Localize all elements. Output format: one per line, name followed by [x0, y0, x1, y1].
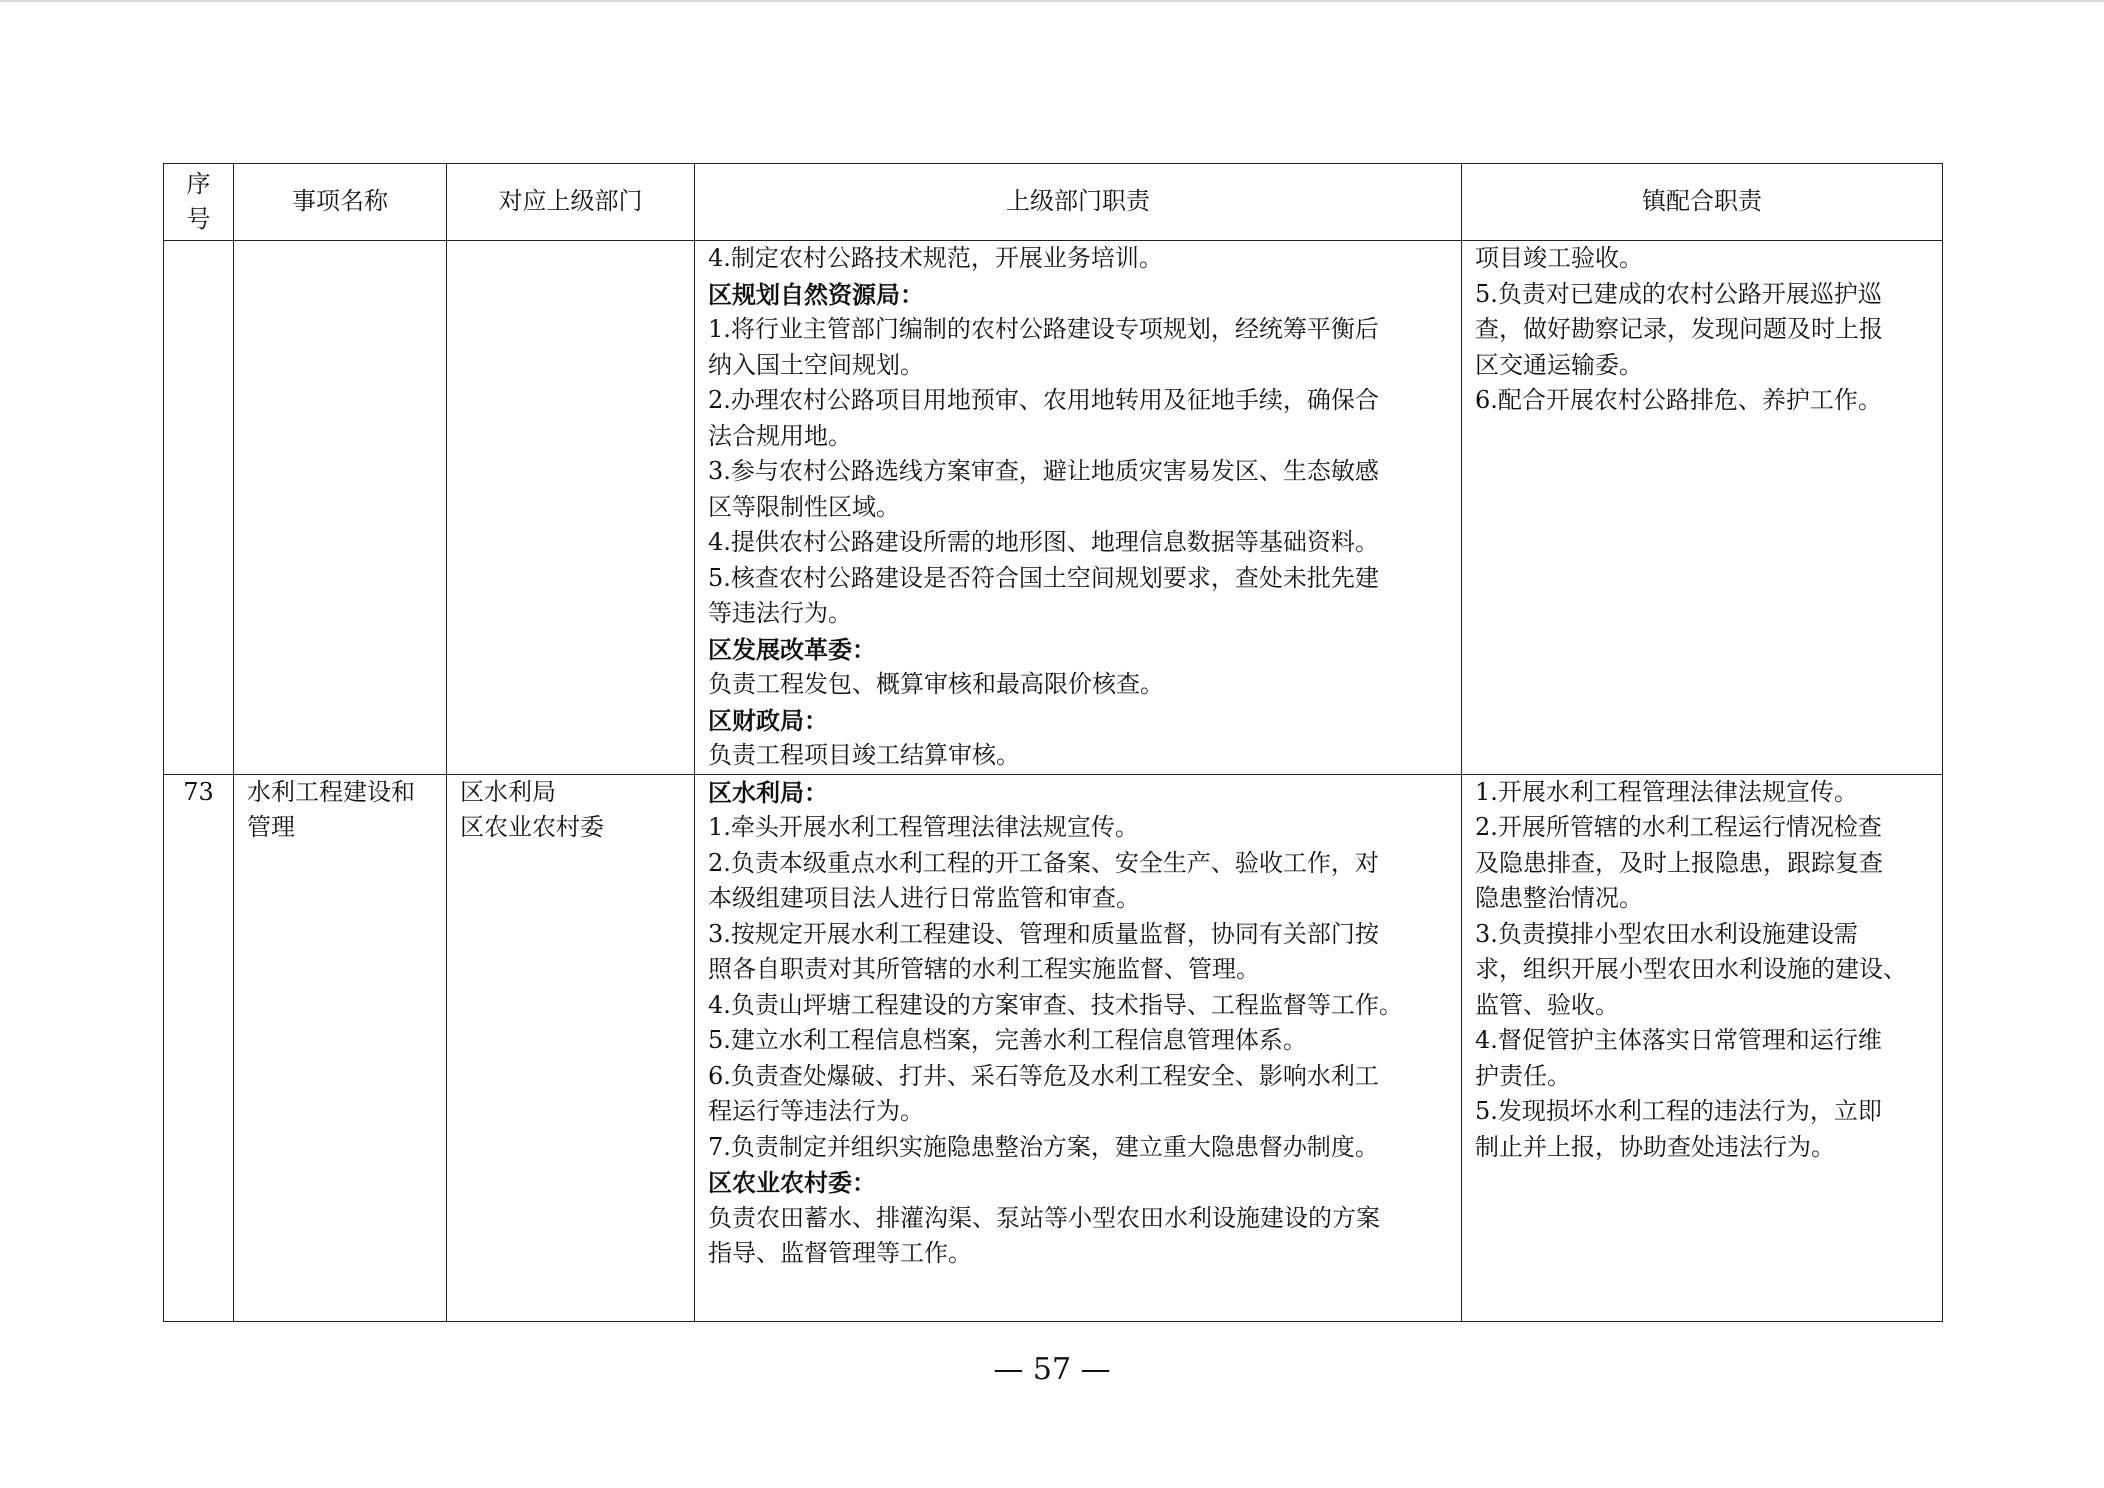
- superior-duties-list: [708, 775, 1448, 1272]
- row-73-superior-duties: [695, 774, 1462, 1321]
- duty-line: 求，组织开展小型农田水利设施的建设、: [1475, 955, 1907, 983]
- row-continued-town-duties: [1462, 241, 1943, 775]
- duty-line: 负责工程发包、概算审核和最高限价核查。: [708, 670, 1164, 698]
- duty-line: 2.负责本级重点水利工程的开工备案、安全生产、验收工作，对: [708, 848, 1379, 877]
- department-heading: 区农业农村委：: [708, 1168, 876, 1197]
- duty-line: 1.将行业主管部门编制的农村公路建设专项规划，经统筹平衡后: [708, 315, 1379, 343]
- duty-line: 3.按规定开展水利工程建设、管理和质量监督，协同有关部门按: [708, 919, 1379, 948]
- duty-line: 项目竣工验收。: [1475, 244, 1643, 272]
- row-continued-superior-duties: [695, 241, 1462, 775]
- row-continued-serial: [164, 241, 234, 775]
- duty-line: 法合规用地。: [708, 421, 852, 450]
- town-duties-list: [1475, 241, 1929, 419]
- department-heading: 区发展改革委：: [708, 634, 876, 664]
- duty-line: 负责农田蓄水、排灌沟渠、泵站等小型农田水利设施建设的方案: [708, 1203, 1380, 1232]
- duty-line: 程运行等违法行为。: [708, 1097, 924, 1125]
- row-73-town-duties: [1462, 774, 1943, 1321]
- duty-line: 5.发现损坏水利工程的违法行为，立即: [1475, 1097, 1882, 1125]
- duty-line: 等违法行为。: [708, 599, 852, 627]
- row-73-superior-dept: 区水利局 区农业农村委: [447, 774, 695, 1321]
- duty-line: 3.负责摸排小型农田水利设施建设需: [1475, 919, 1858, 948]
- row-continued-item-name: [234, 241, 447, 775]
- department-heading: 区规划自然资源局：: [708, 279, 924, 309]
- header-superior-dept: 对应上级部门: [447, 164, 695, 241]
- header-row: [164, 164, 1943, 241]
- duty-line: 2.办理农村公路项目用地预审、农用地转用及征地手续，确保合: [708, 386, 1379, 414]
- duty-line: 查，做好勘察记录，发现问题及时上报: [1475, 315, 1883, 343]
- duty-line: 指导、监督管理等工作。: [708, 1239, 972, 1267]
- department-heading: 区财政局：: [708, 705, 828, 735]
- table-row: [164, 774, 1943, 1321]
- duty-line: 7.负责制定并组织实施隐患整治方案，建立重大隐患督办制度。: [708, 1132, 1379, 1161]
- row-73-serial: 73: [164, 774, 234, 1321]
- row-continued-superior-dept: [447, 241, 695, 775]
- superior-duties-list: [708, 241, 1448, 774]
- duty-line: 护责任。: [1475, 1061, 1571, 1090]
- header-town-duties: 镇配合职责: [1462, 164, 1943, 241]
- duty-line: 纳入国土空间规划。: [708, 350, 924, 379]
- duty-line: 2.开展所管辖的水利工程运行情况检查: [1475, 813, 1882, 841]
- duty-line: 区等限制性区域。: [708, 492, 900, 521]
- duty-line: 5.负责对已建成的农村公路开展巡护巡: [1475, 279, 1882, 308]
- page-top-edge: [0, 0, 2104, 2]
- duty-line: 负责工程项目竣工结算审核。: [708, 741, 1020, 769]
- header-item-name: 事项名称: [234, 164, 447, 241]
- duty-line: 区交通运输委。: [1475, 350, 1643, 379]
- duty-line: 4.负责山坪塘工程建设的方案审查、技术指导、工程监督等工作。: [708, 990, 1403, 1019]
- department-heading: 区水利局：: [708, 777, 828, 807]
- duty-line: 本级组建项目法人进行日常监管和审查。: [708, 884, 1140, 912]
- row-73-item-name: 水利工程建设和 管理: [234, 774, 447, 1321]
- duty-line: 5.核查农村公路建设是否符合国土空间规划要求，查处未批先建: [708, 563, 1379, 592]
- duty-line: 1.开展水利工程管理法律法规宣传。: [1475, 777, 1858, 806]
- duty-line: 隐患整治情况。: [1475, 884, 1643, 912]
- duty-line: 1.牵头开展水利工程管理法律法规宣传。: [708, 813, 1139, 841]
- duty-line: 监管、验收。: [1475, 990, 1619, 1019]
- duty-line: 5.建立水利工程信息档案，完善水利工程信息管理体系。: [708, 1026, 1307, 1054]
- town-duties-list: [1475, 775, 1929, 1166]
- duty-table: [163, 163, 1943, 1322]
- header-superior-duties: 上级部门职责: [695, 164, 1462, 241]
- duty-line: 及隐患排查，及时上报隐患，跟踪复查: [1475, 848, 1883, 877]
- duty-line: 6.负责查处爆破、打井、采石等危及水利工程安全、影响水利工: [708, 1061, 1379, 1090]
- table-row: [164, 241, 1943, 775]
- duty-line: 4.督促管护主体落实日常管理和运行维: [1475, 1026, 1882, 1054]
- header-serial: 序 号: [164, 164, 234, 241]
- duty-line: 照各自职责对其所管辖的水利工程实施监督、管理。: [708, 955, 1260, 983]
- page-number: — 57 —: [993, 1352, 1111, 1387]
- duty-line: 6.配合开展农村公路排危、养护工作。: [1475, 386, 1882, 414]
- duty-line: 制止并上报，协助查处违法行为。: [1475, 1132, 1835, 1161]
- duty-line: 4.制定农村公路技术规范，开展业务培训。: [708, 244, 1163, 272]
- duty-line: 4.提供农村公路建设所需的地形图、地理信息数据等基础资料。: [708, 528, 1379, 556]
- duty-line: 3.参与农村公路选线方案审查，避让地质灾害易发区、生态敏感: [708, 457, 1379, 485]
